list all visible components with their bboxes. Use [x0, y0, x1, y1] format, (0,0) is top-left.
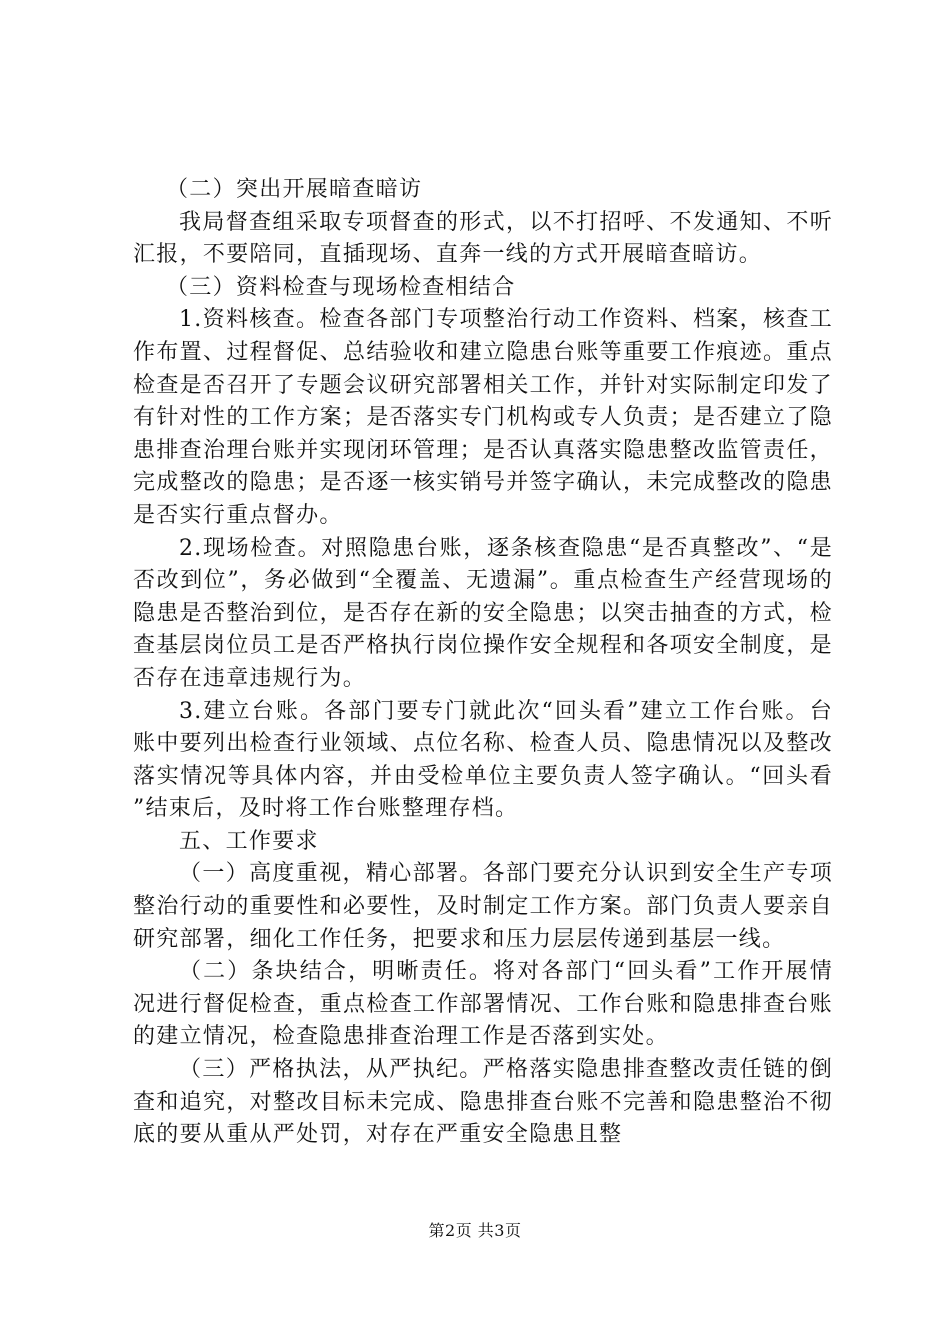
page-footer: 第2页 共3页 — [428, 1221, 522, 1240]
section-heading: （二）突出开展暗查暗访 — [166, 177, 423, 202]
body-paragraph: （一）高度重视，精心部署。各部门要充分认识到安全生产专项整治行动的重要性和必要性，及时制定工作方案。部门负责人要亲自研究部署，细化工作任务，把要求和压力层层传递到基层一线。 — [133, 861, 833, 952]
body-paragraph: 1.资料核查。检查各部门专项整治行动工作资料、档案，核查工作布置、过程督促、总结验收和建立隐患台账等重要工作痕迹。重点检查是否召开了专题会议研究部署相关工作，并针对实际制定印发了有针对性的工作方案；是否落实专门机构或专人负责；是否建立了隐患排查治理台账并实现闭环管理；是否认真落实隐患整改监管责任，完成整改的隐患；是否逐一核实销号并签字确认，未完成整改的隐患是否实行重点督办。 — [133, 307, 833, 528]
body-paragraph: （三）严格执法，从严执纪。严格落实隐患排查整改责任链的倒查和追究，对整改目标未完成、隐患排查台账不完善和隐患整治不彻底的要从重从严处罚，对存在严重安全隐患且整 — [133, 1057, 833, 1148]
body-paragraph: （二）条块结合，明晰责任。将对各部门“回头看”工作开展情况进行督促检查，重点检查工作部署情况、工作台账和隐患排查台账的建立情况，检查隐患排查治理工作是否落到实处。 — [133, 959, 833, 1050]
section-heading: （三）资料检查与现场检查相结合 — [166, 274, 516, 300]
document-body — [133, 174, 833, 1152]
body-paragraph: 我局督查组采取专项督查的形式，以不打招呼、不发通知、不听汇报，不要陪同，直插现场、直奔一线的方式开展暗查暗访。 — [133, 209, 833, 268]
body-paragraph: 2.现场检查。对照隐患台账，逐条核查隐患“是否真整改”、“是否改到位”，务必做到“全覆盖、无遗漏”。重点检查生产经营现场的隐患是否整治到位，是否存在新的安全隐患；以突击抽查的方式，检查基层岗位员工是否严格执行岗位操作安全规程和各项安全制度，是否存在违章违规行为。 — [133, 535, 833, 691]
section-heading: 五、工作要求 — [179, 828, 319, 854]
body-paragraph: 3.建立台账。各部门要专门就此次“回头看”建立工作台账。台账中要列出检查行业领域、点位名称、检查人员、隐患情况以及整改落实情况等具体内容，并由受检单位主要负责人签字确认。“回头看”结束后，及时将工作台账整理存档。 — [133, 698, 833, 822]
